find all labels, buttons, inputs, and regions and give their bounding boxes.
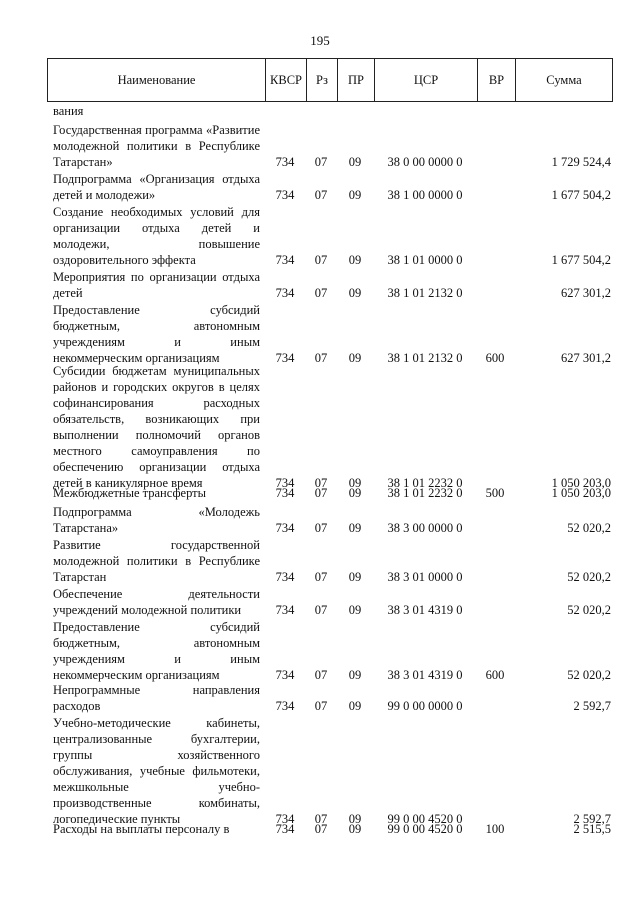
column-header-vr: ВР bbox=[478, 59, 516, 101]
cell-sum: 2 592,7 bbox=[573, 699, 611, 713]
cell-kvsr: 734 bbox=[275, 286, 295, 300]
cell-csr: 99 0 00 4520 0 bbox=[387, 812, 463, 826]
column-header-name: Наименование bbox=[48, 59, 266, 101]
cell-sum: 52 020,2 bbox=[567, 603, 611, 617]
cell-kvsr: 734 bbox=[275, 476, 295, 490]
cell-csr: 38 1 01 2132 0 bbox=[387, 351, 463, 365]
cell-pr: 09 bbox=[348, 603, 362, 617]
cell-kvsr: 734 bbox=[275, 668, 295, 682]
cell-sum: 52 020,2 bbox=[567, 570, 611, 584]
cell-vr bbox=[477, 698, 513, 714]
cell-rz: 07 bbox=[314, 188, 328, 202]
cell-kvsr: 734 bbox=[275, 699, 295, 713]
cell-rz: 07 bbox=[314, 822, 328, 836]
cell-rz: 07 bbox=[314, 476, 328, 490]
row-name: Предоставление субсидий бюджетным, автономным учреждениям и иным некоммерческим организациям bbox=[53, 620, 260, 682]
cell-csr: 99 0 00 4520 0 bbox=[387, 822, 463, 836]
cell-vr bbox=[477, 285, 513, 301]
cell-rz: 07 bbox=[314, 570, 328, 584]
row-name: Предоставление субсидий бюджетным, автономным учреждениям и иным некоммерческим организациям bbox=[53, 303, 260, 365]
row-name: Обеспечение деятельности учреждений молодежной политики bbox=[53, 587, 260, 617]
cell-sum: 52 020,2 bbox=[567, 521, 611, 535]
cell-vr: 600 bbox=[485, 668, 505, 682]
cell-pr: 09 bbox=[348, 668, 362, 682]
cell-rz: 07 bbox=[314, 351, 328, 365]
row-name: Межбюджетные трансферты bbox=[53, 486, 207, 500]
cell-vr bbox=[477, 103, 513, 119]
cell-rz: 07 bbox=[314, 521, 328, 535]
cell-kvsr: 734 bbox=[275, 521, 295, 535]
cell-vr bbox=[477, 520, 513, 536]
cell-csr: 38 1 01 2232 0 bbox=[387, 476, 463, 490]
cell-sum: 1 729 524,4 bbox=[551, 155, 611, 169]
cell-pr: 09 bbox=[348, 351, 362, 365]
cell-pr: 09 bbox=[348, 155, 362, 169]
cell-pr: 09 bbox=[348, 253, 362, 267]
cell-csr: 38 1 01 2232 0 bbox=[387, 486, 463, 500]
cell-sum: 627 301,2 bbox=[561, 351, 611, 365]
cell-csr: 38 1 01 0000 0 bbox=[387, 253, 463, 267]
cell-sum: 1 677 504,2 bbox=[551, 253, 611, 267]
cell-csr: 99 0 00 0000 0 bbox=[387, 699, 463, 713]
cell-kvsr: 734 bbox=[275, 188, 295, 202]
cell-rz: 07 bbox=[314, 668, 328, 682]
cell-rz: 07 bbox=[314, 486, 328, 500]
cell-sum: 2 515,5 bbox=[573, 822, 611, 836]
cell-csr: 38 1 01 2132 0 bbox=[387, 286, 463, 300]
cell-csr: 38 0 00 0000 0 bbox=[387, 155, 463, 169]
cell-vr bbox=[477, 602, 513, 618]
row-name: Расходы на выплаты персоналу в bbox=[53, 822, 230, 836]
page-number: 195 bbox=[310, 33, 330, 48]
cell-vr: 100 bbox=[485, 822, 505, 836]
cell-pr: 09 bbox=[348, 188, 362, 202]
cell-kvsr: 734 bbox=[275, 822, 295, 836]
cell-kvsr: 734 bbox=[275, 155, 295, 169]
cell-sum: 1 050 203,0 bbox=[551, 476, 611, 490]
row-name: Учебно-методические кабинеты, централизованные бухгалтерии, группы хозяйственного обслуживания, учебные фильмотеки, межшкольные учебно-производственные комбинаты, логопедические пункты bbox=[53, 716, 260, 826]
cell-vr: 600 bbox=[485, 351, 505, 365]
cell-kvsr: 734 bbox=[275, 351, 295, 365]
cell-sum: 1 677 504,2 bbox=[551, 188, 611, 202]
row-name: Создание необходимых условий для организации отдыха детей и молодежи, повышение оздоровительного эффекта bbox=[53, 205, 260, 267]
cell-csr: 38 3 01 4319 0 bbox=[387, 668, 463, 682]
cell-rz: 07 bbox=[314, 603, 328, 617]
column-header-sum: Сумма bbox=[546, 72, 582, 87]
row-name: вания bbox=[53, 104, 84, 118]
cell-rz bbox=[306, 103, 336, 119]
row-name: Государственная программа «Развитие молодежной политики в Республике Татарстан» bbox=[53, 123, 260, 169]
cell-vr bbox=[477, 252, 513, 268]
cell-pr bbox=[337, 103, 373, 119]
cell-csr: 38 3 01 0000 0 bbox=[387, 570, 463, 584]
cell-kvsr: 734 bbox=[275, 486, 295, 500]
cell-kvsr: 734 bbox=[275, 603, 295, 617]
cell-kvsr: 734 bbox=[275, 570, 295, 584]
cell-rz: 07 bbox=[314, 812, 328, 826]
cell-vr bbox=[477, 187, 513, 203]
cell-csr bbox=[375, 103, 475, 119]
row-name: Мероприятия по организации отдыха детей bbox=[53, 270, 260, 300]
cell-vr: 500 bbox=[485, 486, 505, 500]
cell-sum bbox=[515, 103, 611, 119]
cell-pr: 09 bbox=[348, 486, 362, 500]
column-header-kvsr: КВСР bbox=[266, 59, 307, 101]
cell-pr: 09 bbox=[348, 286, 362, 300]
row-name: Развитие государственной молодежной политики в Республике Татарстан bbox=[53, 538, 260, 584]
cell-csr: 38 1 00 0000 0 bbox=[387, 188, 463, 202]
cell-pr: 09 bbox=[348, 822, 362, 836]
cell-rz: 07 bbox=[314, 699, 328, 713]
row-name: Подпрограмма «Организация отдыха детей и молодежи» bbox=[53, 172, 260, 202]
cell-kvsr: 734 bbox=[275, 253, 295, 267]
column-header-rz: Рз bbox=[307, 59, 338, 101]
cell-kvsr bbox=[265, 103, 305, 119]
cell-pr: 09 bbox=[348, 699, 362, 713]
cell-sum: 2 592,7 bbox=[573, 812, 611, 826]
cell-vr bbox=[477, 569, 513, 585]
table-header bbox=[47, 58, 613, 102]
cell-sum: 52 020,2 bbox=[567, 668, 611, 682]
cell-sum: 1 050 203,0 bbox=[551, 486, 611, 500]
cell-pr: 09 bbox=[348, 521, 362, 535]
cell-sum: 627 301,2 bbox=[561, 286, 611, 300]
cell-vr bbox=[477, 154, 513, 170]
cell-rz: 07 bbox=[314, 253, 328, 267]
cell-csr: 38 3 00 0000 0 bbox=[387, 521, 463, 535]
row-name: Непрограммные направления расходов bbox=[53, 683, 260, 713]
row-name: Субсидии бюджетам муниципальных районов и городских округов в целях софинансирования расходных обязательств, возникающих при выполнении полномочий органов местного самоуправления по обеспечению организации отдыха детей в каникулярное время bbox=[53, 364, 260, 490]
cell-kvsr: 734 bbox=[275, 812, 295, 826]
cell-csr: 38 3 01 4319 0 bbox=[387, 603, 463, 617]
cell-pr: 09 bbox=[348, 812, 362, 826]
cell-rz: 07 bbox=[314, 155, 328, 169]
cell-pr: 09 bbox=[348, 476, 362, 490]
cell-pr: 09 bbox=[348, 570, 362, 584]
column-header-csr: ЦСР bbox=[375, 59, 478, 101]
row-name: Подпрограмма «Молодежь Татарстана» bbox=[53, 505, 260, 535]
cell-rz: 07 bbox=[314, 286, 328, 300]
column-header-pr: ПР bbox=[338, 59, 375, 101]
